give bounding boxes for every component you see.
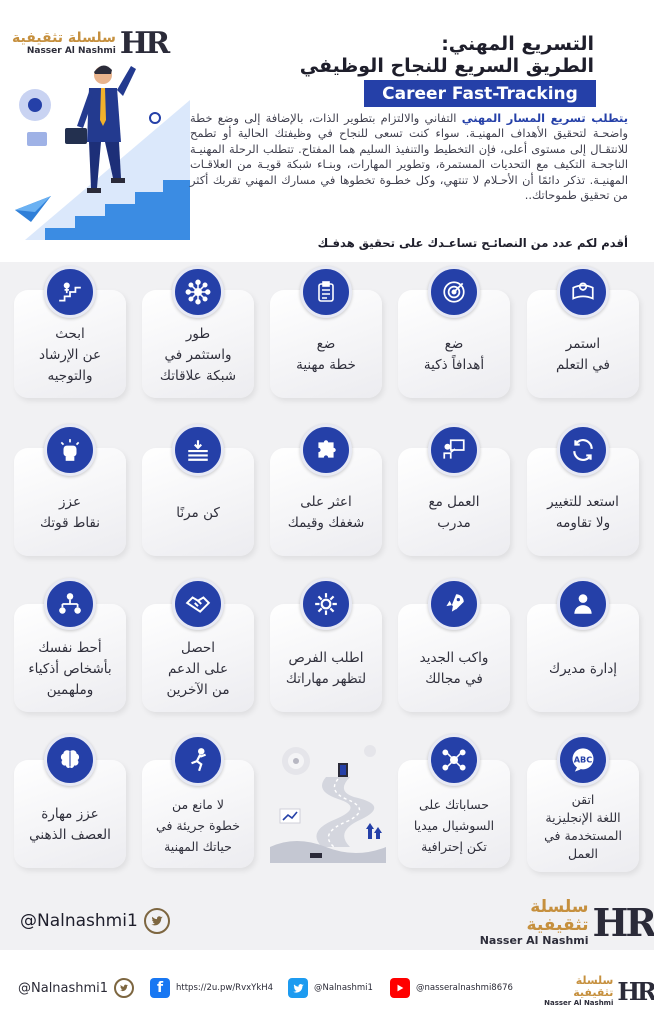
businessman-stairs-illustration <box>5 60 195 255</box>
tip-label: اطلب الفرص لتظهر مهاراتك <box>285 650 367 687</box>
title-banner: Career Fast-Tracking <box>364 80 596 107</box>
coach-presentation-icon <box>428 424 480 476</box>
footer-twitter-link[interactable] <box>288 978 373 998</box>
intro-cta: أقدم لكم عدد من النصائـح تساعـدك على تحقيق هدفـك <box>317 236 628 250</box>
network-icon <box>172 266 224 318</box>
tip-label: واكب الجديد في مجالك <box>419 650 489 687</box>
brand-mark: HR <box>592 900 654 945</box>
follow-handle[interactable] <box>20 908 170 934</box>
fist-strength-icon <box>44 424 96 476</box>
brand-name-ar: سلسلة تثقيفية <box>526 897 589 935</box>
flexible-layers-icon <box>172 424 224 476</box>
title-line-1: التسريع المهني: <box>441 33 594 55</box>
footer-facebook-link[interactable] <box>150 978 273 998</box>
abc-speech-icon <box>557 734 609 786</box>
brand-name-ar: سلسلة تثقيفية <box>12 30 116 46</box>
target-arrow-icon <box>428 266 480 318</box>
refresh-arrows-icon <box>557 424 609 476</box>
brand-name-ar: سلسلة تثقيفية <box>573 974 614 999</box>
tip-label: استعد للتغيير ولا تقاومه <box>547 494 619 531</box>
puzzle-head-icon <box>300 424 352 476</box>
tip-label: إدارة مديرك <box>548 660 618 677</box>
tip-label: استمر في التعلم <box>556 336 610 373</box>
brand-name-en: Nasser Al Nashmi <box>544 999 614 1007</box>
twitter-icon <box>144 908 170 934</box>
brand-logo <box>12 26 167 61</box>
intro-paragraph <box>190 111 628 203</box>
tip-label: كن مرنًا <box>176 504 220 521</box>
tip-label: حساباتك على السوشيال ميديا تكن إحترافية <box>413 796 495 854</box>
handshake-icon <box>172 578 224 630</box>
title-line-2: الطريق السريع للنجاح الوظيفي <box>299 55 594 77</box>
brand-mark: HR <box>119 26 168 61</box>
people-hierarchy-icon <box>44 578 96 630</box>
brand-mark: HR <box>617 976 654 1006</box>
tip-label: عزز مهارة العصف الذهني <box>29 806 111 843</box>
tip-label: لا مانع من خطوة جريئة في حياتك المهنية <box>156 796 240 854</box>
mentor-stairs-icon <box>44 266 96 318</box>
tip-label: ضع أهدافاً ذكية <box>423 336 485 373</box>
career-road-illustration <box>266 739 390 863</box>
svg-text:ABC: ABC <box>573 754 593 765</box>
brand-name-en: Nasser Al Nashmi <box>26 46 116 56</box>
brain-icon <box>44 734 96 786</box>
footer-twitter-handle[interactable] <box>18 978 134 998</box>
youtube-link-text: @nasseralnashmi8676 <box>416 983 513 993</box>
rocket-growth-icon <box>428 578 480 630</box>
facebook-link-text: https://2u.pw/RvxYkH4 <box>176 983 274 993</box>
tip-label: العمل مع مدرب <box>428 494 480 531</box>
tip-label: اعثر على شغفك وقيمك <box>287 494 365 531</box>
tip-label: اتقن اللغة الإنجليزية المستخدمة في العمل <box>544 792 622 861</box>
clipboard-checklist-icon <box>300 266 352 318</box>
tip-label: طور واستثمر في شبكة علاقاتك <box>159 325 237 384</box>
brand-name-en: Nasser Al Nashmi <box>479 934 589 947</box>
manager-person-icon <box>557 578 609 630</box>
gear-brain-icon <box>300 578 352 630</box>
tip-label: ضع خطة مهنية <box>296 336 356 373</box>
footer-youtube-link[interactable] <box>390 978 513 998</box>
twitter-icon <box>114 978 134 998</box>
youtube-icon <box>390 978 410 998</box>
tip-label: احصل على الدعم من الآخرين <box>166 639 230 698</box>
brand-logo-footer <box>532 975 654 1007</box>
intro-body: التفاني والالتزام بتطوير الذات، بالإضافة إلى وضع خطة واضحـة لتحقيق الأهداف المهنيـة. سواء كنت تسعى للنجاح في وظيفتك الحالية أو تطمح للانتقـال إلى مستوى أعلى، فإن التخطيط والتنفيذ السليم هما المفتاح. تتطلب الرحلة المهنيـة الناجحـة التكيف مع التحديات المستمرة، وتطوير المهارات، وبنـاء شبكة قويـة من العلاقـات المهنيـة. تذكر دائمًا أن الأحـلام لا تنتهي، وكل خطـوة تخطوها في مسارك المهني تقربك أكثر من تحقيق طموحاتك.. <box>190 111 628 203</box>
brand-logo-bottom <box>474 898 654 947</box>
tip-label: عزز نقاط قوتك <box>39 494 101 531</box>
tip-label: أحط نفسك بأشخاص أذكياء وملهمين <box>28 639 112 698</box>
book-lightbulb-icon <box>557 266 609 318</box>
tip-label: ابحث عن الإرشاد والتوجيه <box>38 325 102 384</box>
facebook-icon: f <box>150 978 170 998</box>
social-share-icon <box>428 734 480 786</box>
twitter-link-text: @Nalnashmi1 <box>314 983 373 993</box>
intro-highlight: يتطلب تسريع المسار المهني <box>461 111 628 125</box>
footer-twitter-text: @Nalnashmi1 <box>18 980 109 996</box>
follow-handle-text: @Nalnashmi1 <box>20 911 138 931</box>
twitter-icon <box>288 978 308 998</box>
jumping-person-icon <box>172 734 224 786</box>
